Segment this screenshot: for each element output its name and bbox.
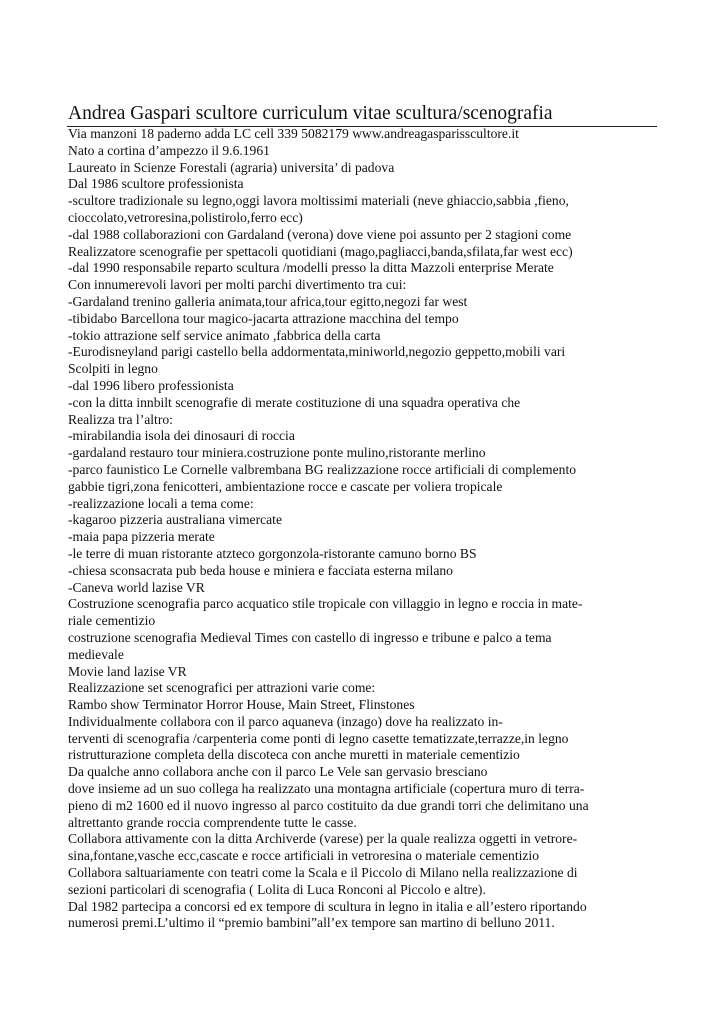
body-line: -chiesa sconsacrata pub beda house e miniera e facciata esterna milano [68, 562, 453, 578]
body-line: -dal 1988 collaborazioni con Gardaland (verona) dove viene poi assunto per 2 stagioni come [68, 226, 572, 242]
body-line: Laureato in Scienze Forestali (agraria) universita’ di padova [68, 159, 395, 175]
body-line: -tibidabo Barcellona tour magico-jacarta attrazione macchina del tempo [68, 310, 459, 326]
body-line: Individualmente collabora con il parco aquaneva (inzago) dove ha realizzato in- [68, 713, 503, 729]
body-line: -Gardaland trenino galleria animata,tour africa,tour egitto,negozi far west [68, 293, 468, 309]
body-line: cioccolato,vetroresina,polistirolo,ferro ecc) [68, 209, 303, 225]
body-line: pieno di m2 1600 ed il nuovo ingresso al parco costituito da due grandi torri che delimitano una [68, 797, 589, 813]
body-line: Movie land lazise VR [68, 663, 187, 679]
body-line: sina,fontane,vasche ecc,cascate e rocce artificiali in vetroresina o materiale cementizio [68, 848, 539, 864]
body-line: -maia papa pizzeria merate [68, 529, 215, 545]
body-line: dove insieme ad un suo collega ha realizzato una montagna artificiale (copertura muro di terra- [68, 781, 585, 797]
body-line: Rambo show Terminator Horror House, Main Street, Flinstones [68, 697, 415, 713]
body-line: sezioni particolari di scenografia ( Lolita di Luca Ronconi al Piccolo e altre). [68, 881, 486, 897]
body-line: -Caneva world lazise VR [68, 579, 205, 595]
body-line: Da qualche anno collabora anche con il parco Le Vele san gervasio bresciano [68, 764, 488, 780]
body-line: Realizzazione set scenografici per attrazioni varie come: [68, 680, 376, 696]
body-line: -dal 1990 responsabile reparto scultura /modelli presso la ditta Mazzoli enterprise Merate [68, 260, 554, 276]
document-title: Andrea Gaspari scultore curriculum vitae scultura/scenografia [68, 103, 553, 124]
body-line: terventi di scenografia /carpenteria come ponti di legno casette tematizzate,terrazze,in legno [68, 730, 569, 746]
body-line: -tokio attrazione self service animato ,fabbrica della carta [68, 327, 381, 343]
body-line: Collabora attivamente con la ditta Archiverde (varese) per la quale realizza oggetti in vetrore- [68, 831, 578, 847]
body-line: Dal 1986 scultore professionista [68, 176, 244, 192]
body-line: -con la ditta innbilt scenografie di merate costituzione di una squadra operativa che [68, 394, 521, 410]
body-line: -dal 1996 libero professionista [68, 377, 234, 393]
body-line: Realizzatore scenografie per spettacoli quotidiani (mago,pagliacci,banda,sfilata,far west ecc) [68, 243, 573, 259]
body-line: Collabora saltuariamente con teatri come la Scala e il Piccolo di Milano nella realizzazione di [68, 865, 578, 881]
body-line: -gardaland restauro tour miniera.costruzione ponte mulino,ristorante merlino [68, 445, 486, 461]
body-line: -mirabilandia isola dei dinosauri di roccia [68, 428, 295, 444]
body-line: -le terre di muan ristorante atzteco gorgonzola-ristorante camuno borno BS [68, 545, 477, 561]
body-line: -kagaroo pizzeria australiana vimercate [68, 512, 282, 528]
body-line: altrettanto grande roccia comprendente tutte le casse. [68, 814, 357, 830]
body-line: Costruzione scenografia parco acquatico stile tropicale con villaggio in legno e roccia in mate- [68, 596, 583, 612]
body-line: -Eurodisneyland parigi castello bella addormentata,miniworld,negozio geppetto,mobili vari [68, 344, 566, 360]
body-line: Realizza tra l’altro: [68, 411, 173, 427]
body-line: numerosi premi.L’ultimo il “premio bambini”all’ex tempore san martino di belluno 2011. [68, 915, 555, 931]
document-body [68, 126, 668, 932]
body-line: costruzione scenografia Medieval Times con castello di ingresso e tribune e palco a tema [68, 629, 552, 645]
body-line: -parco faunistico Le Cornelle valbrembana BG realizzazione rocce artificiali di complemento [68, 461, 577, 477]
body-line: Nato a cortina d’ampezzo il 9.6.1961 [68, 142, 270, 158]
body-line: Via manzoni 18 paderno adda LC cell 339 5082179 www.andreagasparisscultore.it [68, 126, 519, 141]
body-line: -scultore tradizionale su legno,oggi lavora moltissimi materiali (neve ghiaccio,sabbia ,fieno, [68, 193, 569, 209]
body-line: medievale [68, 646, 124, 662]
body-line: Dal 1982 partecipa a concorsi ed ex tempore di scultura in legno in italia e all’estero riportando [68, 898, 587, 914]
body-line: -realizzazione locali a tema come: [68, 495, 254, 511]
body-line: ristrutturazione completa della discoteca con anche muretti in materiale cementizio [68, 747, 520, 763]
body-line: riale cementizio [68, 613, 156, 629]
body-line: Con innumerevoli lavori per molti parchi divertimento tra cui: [68, 277, 407, 293]
body-line: gabbie tigri,zona fenicotteri, ambientazione rocce e cascate per voliera tropicale [68, 478, 503, 494]
body-line: Scolpiti in legno [68, 361, 158, 377]
